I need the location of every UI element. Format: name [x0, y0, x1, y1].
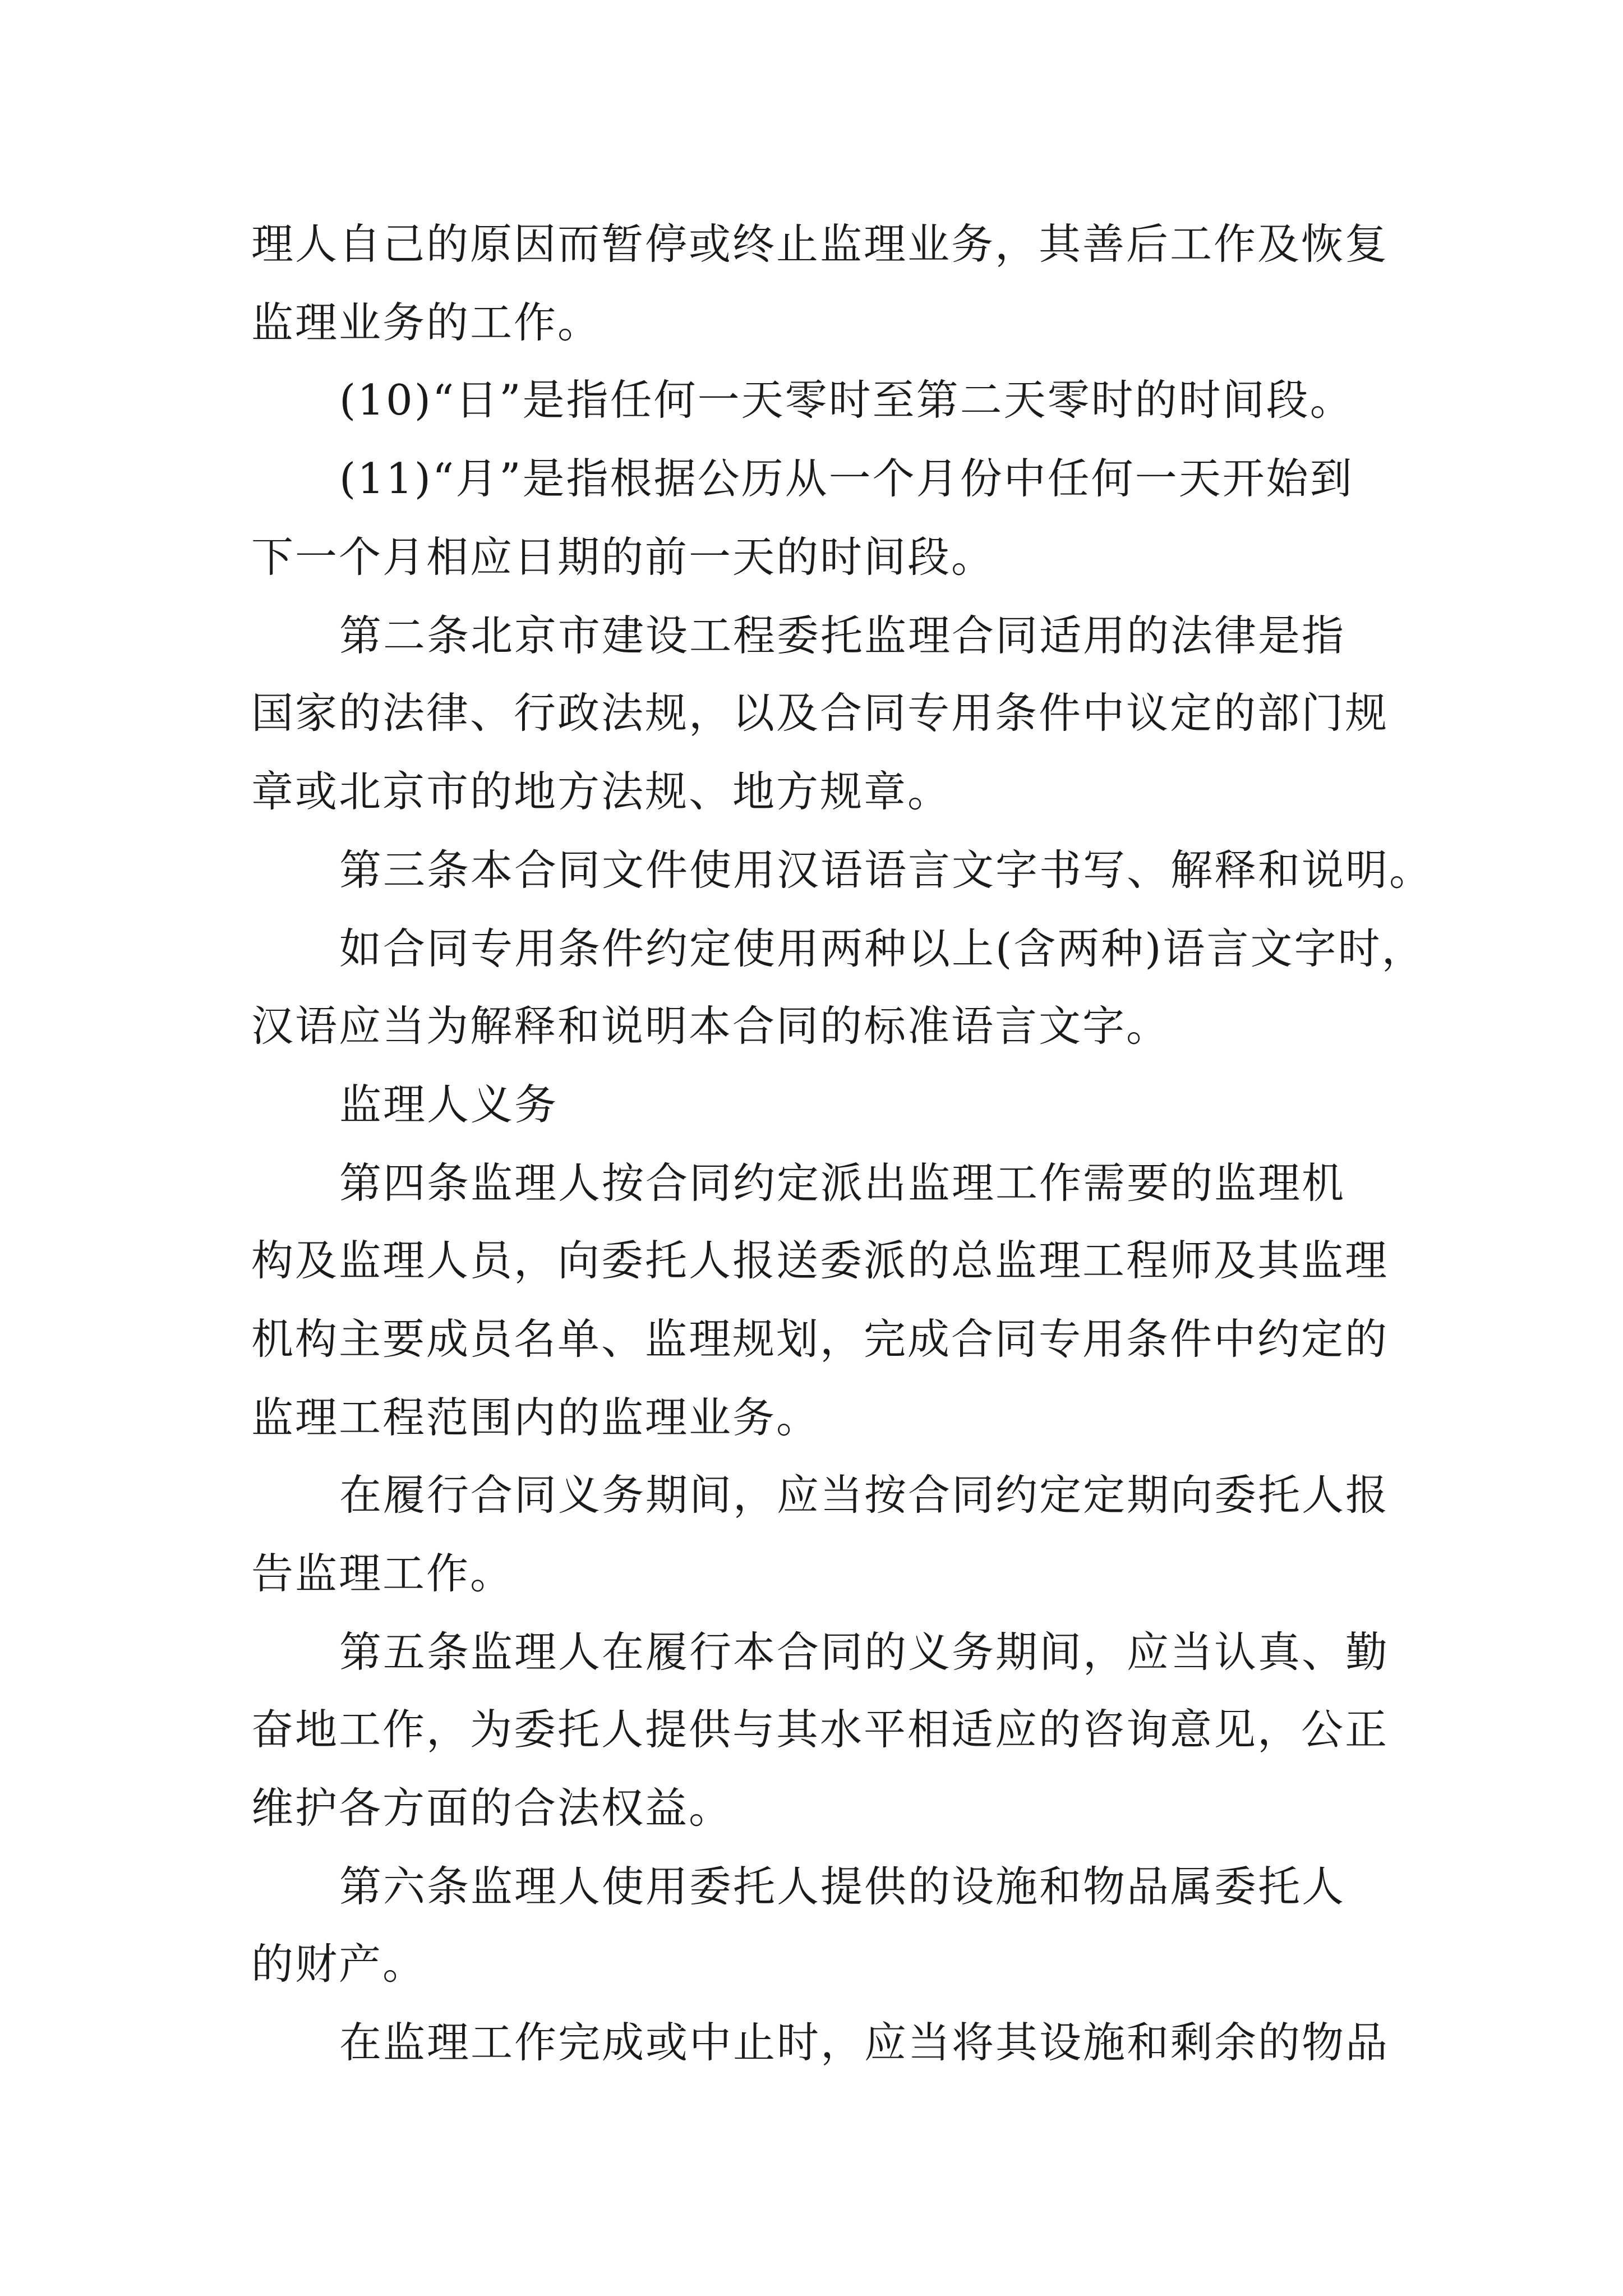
- body-text-line: 第六条监理人使用委托人提供的设施和物品属委托人: [339, 1862, 1346, 1911]
- body-text-line: 构及监理人员，向委托人报送委派的总监理工程师及其监理: [251, 1236, 1389, 1285]
- body-text-line: 汉语应当为解释和说明本合同的标准语言文字。: [251, 1001, 1170, 1051]
- body-text-line: 第五条监理人在履行本合同的义务期间，应当认真、勤: [339, 1627, 1390, 1677]
- body-text-line: 下一个月相应日期的前一天的时间段。: [251, 532, 995, 582]
- body-text-line: 告监理工作。: [251, 1549, 514, 1598]
- body-text-line: 第四条监理人按合同约定派出监理工作需要的监理机: [339, 1158, 1346, 1208]
- section-heading: 监理人义务: [339, 1080, 559, 1129]
- body-text-line: 在监理工作完成或中止时，应当将其设施和剩余的物品: [339, 2018, 1390, 2067]
- body-text-line: 监理业务的工作。: [251, 298, 602, 347]
- body-text-line: 章或北京市的地方法规、地方规章。: [251, 767, 952, 816]
- body-text-line: 在履行合同义务期间，应当按合同约定定期向委托人报: [339, 1470, 1390, 1520]
- body-text-line: 如合同专用条件约定使用两种以上(含两种)语言文字时，: [339, 924, 1426, 973]
- body-text-line: 国家的法律、行政法规，以及合同专用条件中议定的部门规: [251, 688, 1389, 738]
- body-text-line: 监理工程范围内的监理业务。: [251, 1393, 820, 1442]
- body-text-line: (11)“月”是指根据公历从一个月份中任何一天开始到: [339, 454, 1354, 503]
- body-text-line: 第二条北京市建设工程委托监理合同适用的法律是指: [339, 611, 1346, 660]
- body-text-line: (10)“日”是指任何一天零时至第二天零时的时间段。: [339, 375, 1354, 425]
- body-text-line: 机构主要成员名单、监理规划，完成合同专用条件中约定的: [251, 1314, 1389, 1364]
- body-text-line: 的财产。: [251, 1939, 427, 1989]
- body-text-line: 理人自己的原因而暂停或终止监理业务，其善后工作及恢复: [251, 219, 1389, 269]
- body-text-line: 第三条本合同文件使用汉语语言文字书写、解释和说明。: [339, 845, 1433, 895]
- body-text-line: 奋地工作，为委托人提供与其水平相适应的咨询意见，公正: [251, 1705, 1389, 1754]
- body-text-line: 维护各方面的合法权益。: [251, 1783, 733, 1833]
